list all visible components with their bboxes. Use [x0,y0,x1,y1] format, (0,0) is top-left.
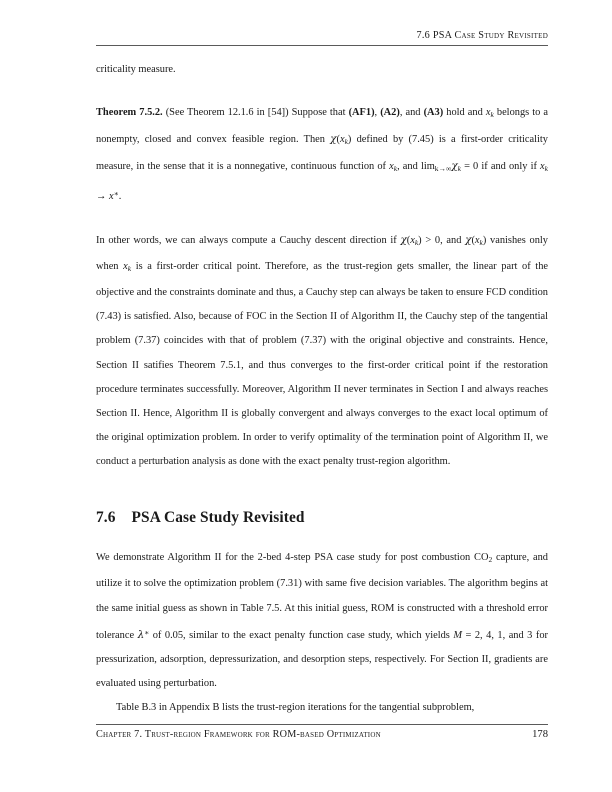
discussion-paragraph [96,228,548,474]
assumption-a2: (A2) [380,107,400,119]
math-chi: χ [330,133,337,146]
discussion-part1: In other words, we can always compute a Cauchy descent direction if [96,234,401,246]
theorem-eq-zero: = 0 if and only if [460,161,541,173]
math-x-3: x [540,161,545,173]
math-paren-open: ( [336,134,340,146]
header-rule [96,45,548,46]
math-lambda: λ [137,628,145,641]
psa-part1: We demonstrate Algorithm II for the 2-bed 4-step PSA case study for post combustion CO [96,552,489,564]
math-x-3-subscript: k [544,164,548,174]
theorem-text-part5: , and [397,161,421,173]
theorem-sep2: , and [399,107,424,119]
math-xk-d: x [123,261,128,273]
theorem-text-part4: defined by (7.45) is a first-order criticality measure, in the sense that it is a nonnegative, continuous function of [96,134,549,173]
assumption-a3: (A3) [423,107,444,119]
psa-part2: capture, and utilize it to solve the optimization problem (7.31) with same five decision variables. The algorithm begins at the same initial guess as shown in Table 7.5. At this initial guess, ROM is constructed with a threshold error tolerance [96,552,548,641]
math-chi-arg: x [339,134,345,146]
table-reference-text: Table B.3 in Appendix B lists the trust-region iterations for the tangential subproblem, [116,702,475,714]
math-lim-subscript: k→∞ [434,164,452,174]
table-reference-paragraph [96,696,548,720]
math-x-star-superscript: ∗ [113,188,119,198]
section-heading [96,508,548,527]
running-header [96,30,548,46]
page-content [96,58,548,720]
math-x: x [485,107,491,119]
math-chi-d1: χ [400,233,407,246]
theorem-sep1: , [374,107,381,119]
math-x-star: x [109,190,114,202]
math-lim: lim [420,161,435,173]
math-paren-open-d1: ( [406,234,411,246]
math-chi-d2-subscript: k [479,237,483,247]
math-chi-arg-subscript: k [344,137,348,147]
theorem-text-part1: (See Theorem 12.1.6 in [54]) Suppose that [162,107,349,119]
theorem-text-part3: belongs to a nonempty, closed and convex feasible region. Then [96,107,549,146]
math-chi-d2: χ [465,233,472,246]
math-paren-open-d2: ( [471,234,475,246]
math-chi-d1-arg: x [410,234,415,246]
discussion-part4: is a first-order critical point. Therefore, as the trust-region gets smaller, the linear part of the objective and the constraints dominate and thus, a Cauchy step can always be taken to ensure FCD condition (7.43) is satisfied. Also, because of FOC in the Section II of Algorithm II, the Cauchy step of the tangential problem (7.37) coincides with that of problem (7.37) with the original objective and constraints. Hence, Section II satifies Theorem 7.5.1, and thus converges to the first-order critical point if the restoration procedure terminates successfully. Moreover, Algorithm II never terminates in Section I and always reaches Section II. Hence, Algorithm II is globally convergent and always converges to the exact local optimum of the original optimization problem. In order to verify optimality of the termination point of Algorithm II, we conduct a perturbation analysis as done with the exact penalty trust-region algorithm. [96,261,549,467]
assumption-af1: (AF1) [348,107,375,119]
discussion-part2: > 0, and [421,234,466,246]
math-lambda-superscript: ∗ [144,627,150,637]
discussion-part3: vanishes only when [96,234,549,273]
math-chi-d2-arg: x [474,234,480,246]
header-title: 7.6 PSA Case Study Revisited [416,30,548,41]
psa-paragraph [96,546,548,696]
footer-page-number: 178 [532,728,548,740]
theorem-paragraph [96,101,548,209]
section-title: PSA Case Study Revisited [131,509,305,527]
math-chi-k: χ [451,160,458,173]
math-x-2: x [389,161,394,173]
theorem-text-part2: hold and [443,107,486,119]
section-number: 7.6 [96,509,116,527]
theorem-label: Theorem 7.5.2. [96,107,163,119]
math-x-2-subscript: k [393,164,398,174]
math-paren-close-d1: ) [418,234,422,246]
math-chi-k-subscript: k [457,164,461,174]
running-footer [96,724,548,740]
continued-paragraph [96,58,548,82]
math-arrow: → [96,190,109,202]
psa-part4: = 2, 4, 1, and 3 for pressurization, adsorption, depressurization, and desorption steps, respectively. For Section II, gradients are evaluated using perturbation. [96,629,548,689]
math-x-subscript: k [490,110,494,120]
math-chi-d1-subscript: k [414,237,419,247]
footer-row [96,729,548,740]
co2-subscript: 2 [488,555,493,565]
math-paren-close: ) [347,134,352,146]
footer-chapter-title: Chapter 7. Trust-region Framework for ROM-based Optimization [96,728,381,740]
math-xk-d-subscript: k [127,264,132,274]
psa-part3: of 0.05, similar to the exact penalty function case study, which yields [149,629,454,641]
math-paren-close-d2: ) [482,234,487,246]
continued-text: criticality measure. [96,64,176,75]
theorem-period: . [118,190,122,202]
math-M: M [453,629,462,641]
footer-rule [96,724,548,725]
